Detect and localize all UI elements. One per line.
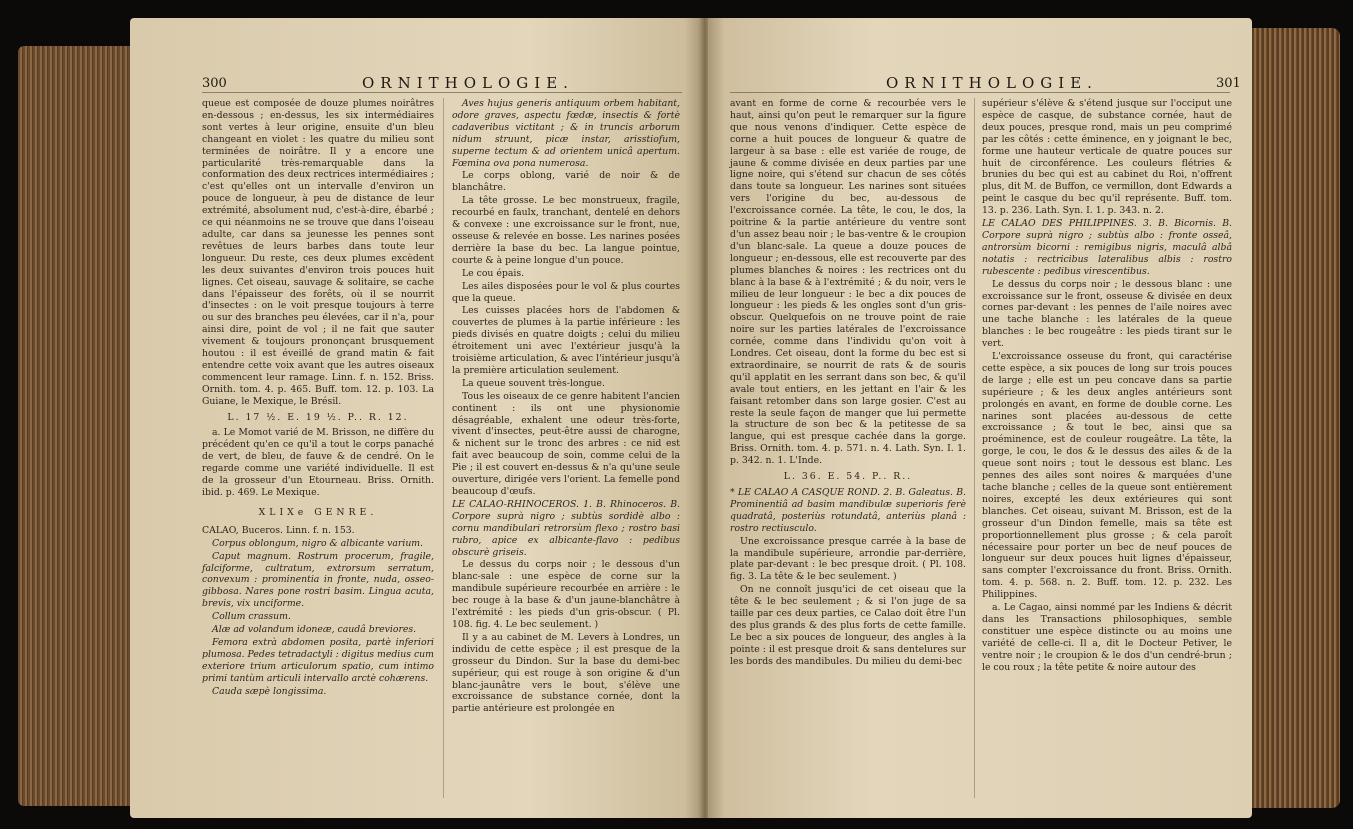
running-head: ORNITHOLOGIE.	[886, 74, 1098, 92]
species-entry: LE CALAO DES PHILIPPINES. 3. B. Bicornis. B. Corpore suprà nigro ; subtùs albo : fronte osseâ, antrorsùm bicorni : remigibus nigris, maculâ albâ notatis : rectricibus lateralibus albis : rostro rubescente : pedibus virescentibus.	[982, 218, 1232, 277]
right-page	[708, 18, 1252, 818]
latin-description: Femora extrà abdomen posita, partè inferiori plumosa. Pedes tetradactyli : digitus medius cum exteriore trium articulorum spatio, cum intimo primi tantùm articuli intervallo arctè cohærens.	[202, 636, 434, 684]
measurement-line: L. 36. E. 54. P.. R..	[783, 471, 913, 483]
latin-description: Cauda sæpè longissima.	[212, 685, 327, 697]
paragraph: a. Le Momot varié de M. Brisson, ne diffère du précédent qu'en ce qu'il a tout le corps panaché de vert, de bleu, de fauve & de cendré. On le regarde comme une variété individuelle. Il est de la grosseur d'un Etourneau. Briss. Ornith. ibid. p. 469. Le Mexique.	[202, 427, 434, 498]
latin-description: Corpus oblongum, nigro & albicante varium.	[212, 537, 424, 549]
latin-description: Caput magnum. Rostrum procerum, fragile, falciforme, cultratum, extrorsum serratum, convexum : prominentia in fronte, nuda, osseo-gibbosa. Nares pone rostri basim. Lingua acuta, brevis, vix unciforme.	[202, 550, 434, 610]
latin-description: Alæ ad volandum idoneæ, caudâ breviores.	[212, 624, 417, 636]
paragraph: Tous les oiseaux de ce genre habitent l'ancien continent : ils ont une physionomie désagréable, exhalent une odeur très-forte, vivent d'insectes, peut-être aussi de charogne, & nichent sur le tronc des arbres : ce nid est fait avec beaucoup de soin, comme celui de la Pie ; il est couvert en-dessus & n'a qu'une seule ouverture, dirigée vers l'orient. La femelle pond beaucoup d'œufs.	[452, 390, 680, 497]
latin-description: Collum crassum.	[212, 611, 291, 623]
paragraph: queue est composée de douze plumes noirâtres en-dessous ; en-dessus, les six intermédiaires sont vertes à leur origine, ensuite d'un bleu changeant en violet : les quatre du milieu sont terminées de noirâtre. Il y a encore une particularité très-remarquable dans la conformation des deux rectrices intermédiaires ; c'est qu'elles ont un intervalle d'environ un pouce de longueur, à peu de distance de leur extrémité, absolument nud, c'est-à-dire, ébarbé ; ce qui néanmoins ne se trouve que dans l'oiseau adulte, car dans sa jeunesse les pennes sont revêtues de leurs barbes dans toute leur longueur. Du reste, ces deux plumes excèdent les deux suivantes d'environ trois pouces huit lignes. Cet oiseau, sauvage & solitaire, se cache dans l'épaisseur des forêts, où il se nourrit d'insectes : on le voit presque toujours à terre ou sur des branches peu élevées, car il n'a, pour ainsi dire, point de vol ; il ne fait que sauter vivement & toujours prononçant brusquement houtou : il est éveillé de grand matin & fait entendre cette voix avant que les autres oiseaux commencent leur ramage. Linn. f. n. 152. Briss. Ornith. tom. 4. p. 465. Buff. tom. 12. p. 103. La Guiane, le Mexique, le Brésil.	[202, 98, 434, 407]
left-column-2	[452, 98, 680, 716]
measurement-line: L. 17 ½. E. 19 ½. P.. R. 12.	[227, 411, 409, 423]
paragraph: Une excroissance presque carrée à la base de la mandibule supérieure, arrondie par-derrière, plate par-devant : le bec presque droit. ( Pl. 108. fig. 3. La tête & le bec seulement. )	[730, 535, 966, 583]
page-number: 301	[1216, 76, 1241, 91]
paragraph: La queue souvent très-longue.	[462, 377, 605, 389]
species-entry: * LE CALAO A CASQUE ROND. 2. B. Galeatus. B. Prominentiâ ad basim mandibulæ superioris ferè quadratâ, posteriùs rotundatâ, anteriùs planâ : rostro rectiusculo.	[730, 487, 966, 534]
paragraph: La tête grosse. Le bec monstrueux, fragile, recourbé en faulx, tranchant, dentelé en dehors & convexe : une excroissance sur le front, nue, osseuse & relevée en bosse. Les narines posées derrière la base du bec. La langue pointue, courte & à peine longue d'un pouce.	[452, 195, 680, 266]
paragraph: On ne connoît jusqu'ici de cet oiseau que la tête & le bec seulement ; & si l'on juge de sa taille par ces deux parties, ce Calao doit être l'un des plus grands & des plus forts de cette famille. Le bec a six pouces de longueur, des angles à la pointe : il est presque droit & sans dentelures sur les bords des mandibules. Du milieu du demi-bec	[730, 584, 966, 667]
paragraph: Le corps oblong, varié de noir & de blanchâtre.	[452, 170, 680, 194]
paragraph: L'excroissance osseuse du front, qui caractérise cette espèce, a six pouces de long sur trois pouces de large ; elle est un peu concave dans sa partie supérieure ; & les deux angles antérieurs sont prolongés en avant, en forme de double corne. Les narines sont placées au-dessous de cette excroissance ; & tout le bec, ainsi que sa proéminence, est de couleur rougeâtre. La tête, la gorge, le cou, le dos & le dessus des ailes & de la queue sont noirs ; tout le dessous est blanc. Les pennes des ailes sont noires & marquées d'une tache blanche ; celles de la queue sont entièrement noires, excepté les deux extérieures qui sont blanches. Cet oiseau, suivant M. Brisson, est de la grosseur d'un Dindon femelle, mais sa tête est proportionnellement plus grosse ; & cela paroît nécessaire pour porter un bec de neuf pouces de longueur sur deux pouces huit lignes d'épaisseur, sans compter l'excroissance du front. Briss. Ornith. tom. 4. p. 568. n. 2. Buff. tom. 12. p. 232. Les Philippines.	[982, 351, 1232, 601]
page-edges-right	[1242, 28, 1340, 808]
genre-heading: XLIXe GENRE.	[258, 506, 378, 518]
paragraph: Le dessus du corps noir ; le dessous blanc : une excroissance sur le front, osseuse & divisée en deux cornes par-devant : les pennes de l'aile noires avec une tache blanche : les latérales de la queue blanches : le bec rougeâtre : les pieds tirant sur le vert.	[982, 278, 1232, 350]
paragraph: Le cou épais.	[462, 267, 525, 279]
paragraph: Le dessus du corps noir ; le dessous d'un blanc-sale : une espèce de corne sur la mandibule supérieure recourbée en arrière : le bec rouge à la base & d'un jaune-blanchâtre à l'extrémité : les pieds d'un gris-obscur. ( Pl. 108. fig. 4. Le bec seulement. )	[452, 559, 680, 630]
paragraph: Il y a au cabinet de M. Levers à Londres, un individu de cette espèce ; il est presque de la grosseur du Dindon. Sur la base du demi-bec supérieur, qui est rouge à son origine & d'un blanc-jaunâtre vers le bout, s'élève une excroissance de substance cornée, dont la partie antérieure est prolongée en	[452, 631, 680, 715]
paragraph: avant en forme de corne & recourbée vers le haut, ainsi qu'on peut le remarquer sur la figure que nous venons d'indiquer. Cette espèce de corne a huit pouces de longueur & quatre de largeur à sa base : elle est variée de rouge, de jaune & comme divisée en deux parties par une ligne noire, qui s'étend sur chacun de ses côtés dans toute sa longueur. Les narines sont situées vers l'origine du bec, au-dessous de l'excroissance cornée. La tête, le cou, le dos, la poitrine & la partie antérieure du ventre sont d'un assez beau noir ; le bas-ventre & le croupion d'un blanc-sale. La queue a douze pouces de longueur ; en-dessous, elle est recouverte par des plumes blanches & noires : les rectrices ont du blanc à la base & à l'extrémité ; & du noir, vers le milieu de leur longueur : le bec a dix pouces de longueur : les pieds & les ongles sont d'un gris-obscur. Quelquefois on ne trouve point de raie noire sur les parties latérales de l'excroissance cornée, comme dans l'individu qu'on voit à Londres. Cet oiseau, dont la forme du bec est si extraordinaire, se nourrit de rats & de souris qu'il applatit en les serrant dans son bec, & qu'il avale tout entiers, en les jettant en l'air & les faisant retomber dans son large gosier. C'est au reste la seule façon de manger que lui permette la structure de son bec & la petitesse de sa langue, qui est presque cachée dans la gorge. Briss. Ornith. tom. 4. p. 571. n. 4. Lath. Syn. I. 1. p. 342. n. 1. L'Inde.	[730, 98, 966, 467]
page-number: 300	[202, 76, 227, 91]
right-column-2	[982, 98, 1232, 675]
left-page	[130, 18, 702, 818]
paragraph: supérieur s'élève & s'étend jusque sur l'occiput une espèce de casque, de substance cornée, haut de deux pouces, presque rond, mais un peu comprimé par les côtés : cette éminence, en y joignant le bec, forme une hauteur verticale de quatre pouces sur huit de circonférence. Les couleurs flétries & brunies du bec qui est au cabinet du Roi, n'offrent plus, dit M. de Buffon, ce vermillon, dont Edwards a peint le casque du bec qu'il représente. Buff. tom. 13. p. 236. Lath. Syn. I. 1. p. 343. n. 2.	[982, 98, 1232, 217]
open-book	[18, 6, 1340, 818]
running-head: ORNITHOLOGIE.	[362, 74, 574, 92]
header-rule	[202, 92, 682, 93]
paragraph: Les ailes disposées pour le vol & plus courtes que la queue.	[452, 280, 680, 304]
header-rule	[730, 92, 1230, 93]
genus-title: CALAO, Buceros. Linn. f. n. 153.	[202, 524, 355, 536]
left-column-1	[202, 98, 434, 699]
species-entry: LE CALAO-RHINOCEROS. 1. B. Rhinoceros. B. Corpore suprà nigro ; subtùs sordidè albo : cornu mandibulari retrorsùm flexo ; rostro basi rubro, apice ex albicante-flavo : pedibus obscurè griseis.	[452, 498, 680, 558]
column-divider	[974, 98, 975, 798]
page-edges-left	[18, 46, 136, 806]
column-divider	[443, 98, 444, 798]
paragraph: Aves hujus generis antiquum orbem habitant, odore graves, aspectu fœdæ, insectis & fortè cadaveribus victitant ; & in truncis arborum nidum struunt, picæ instar, arisstiofum, superne tectum & ad orientem unicâ apertum. Fœmina ova pona numerosa.	[452, 98, 680, 169]
paragraph: Les cuisses placées hors de l'abdomen & couvertes de plumes à la partie inférieure : les pieds divisés en quatre doigts ; celui du milieu étroitement uni avec l'extérieur jusqu'à la troisième articulation, & avec l'intérieur jusqu'à la première articulation seulement.	[452, 305, 680, 376]
paragraph: a. Le Cagao, ainsi nommé par les Indiens & décrit dans les Transactions philosophiques, semble constituer une espèce distincte ou au moins une variété de celle-ci. Il a, dit le Docteur Petiver, le ventre noir ; le croupion & le dos d'un cendré-brun ; le cou roux ; la tête petite & noire autour des	[982, 602, 1232, 673]
right-column-1	[730, 98, 966, 669]
